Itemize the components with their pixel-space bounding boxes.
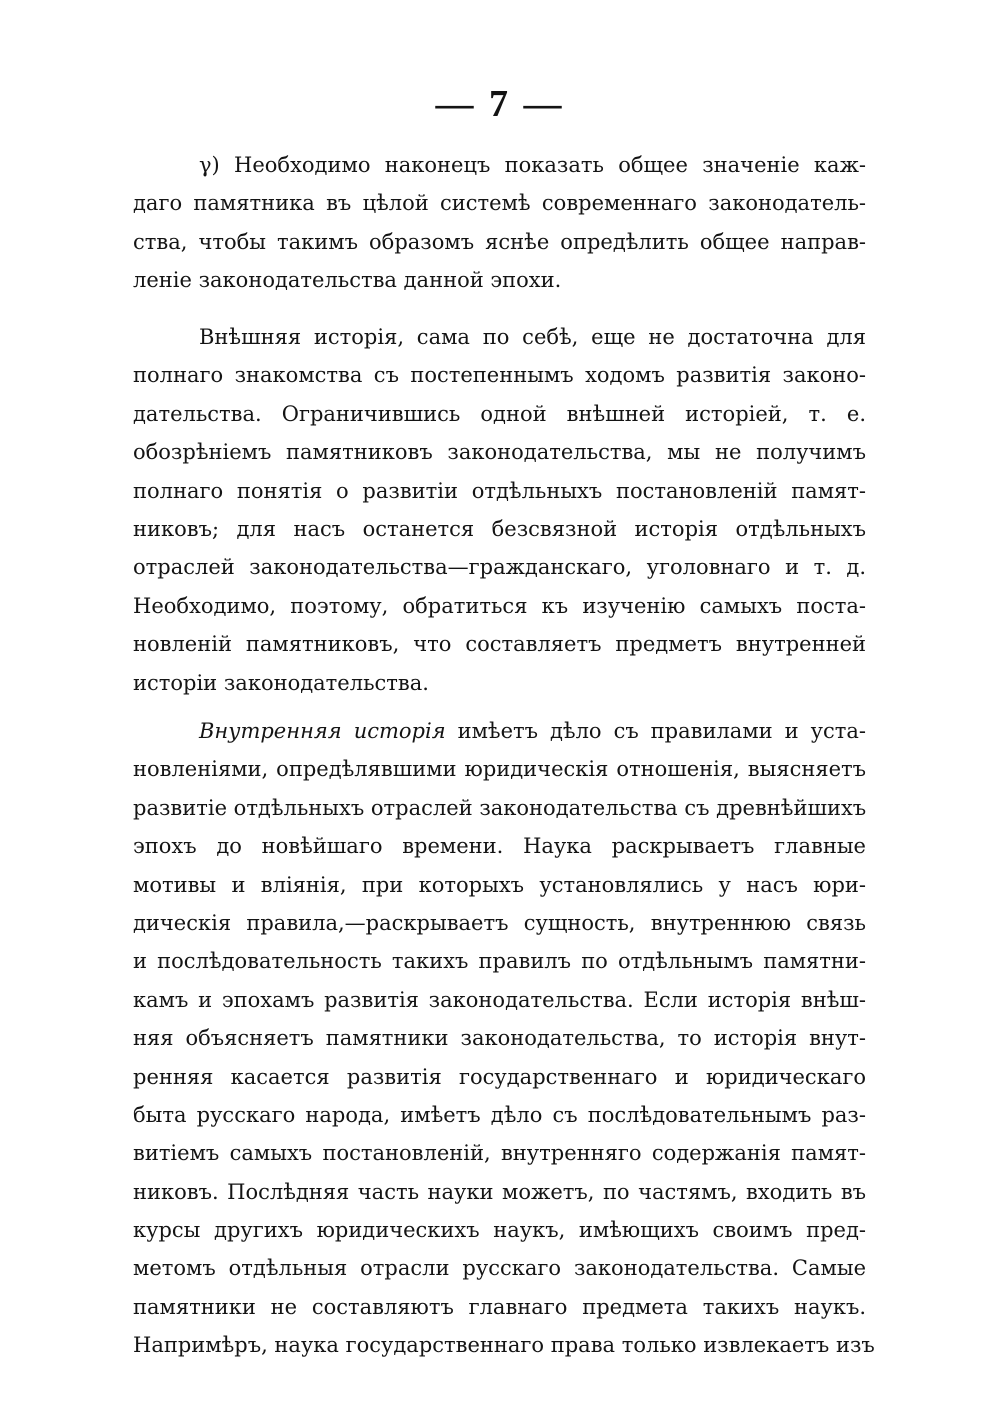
page-number: — 7 — xyxy=(435,83,565,125)
text-line: няя объясняетъ памятники законодательства, то исторія внут- xyxy=(133,1026,866,1051)
italic-term: Внутренняя исторія xyxy=(199,719,446,743)
text-line: Внѣшняя исторія, сама по себѣ, еще не достаточна для xyxy=(199,325,866,349)
text-line: отраслей законодательства—гражданскаго, уголовнаго и т. д. xyxy=(133,555,866,580)
text-line: обозрѣніемъ памятниковъ законодательства, мы не получимъ xyxy=(133,440,866,465)
text-line: исторіи законодательства. xyxy=(133,670,429,695)
text-line: дическія правила,—раскрываетъ сущность, внутреннюю связь xyxy=(133,910,866,935)
text-line: витіемъ самыхъ постановленій, внутренняго содержанія памят- xyxy=(133,1141,866,1166)
text-line: полнаго знакомства съ постепеннымъ ходомъ развитія законо- xyxy=(133,363,866,388)
text-line: дательства. Ограничившись одной внѣшней исторіей, т. е. xyxy=(133,401,866,426)
paragraph-2 xyxy=(133,318,866,702)
text-line: Необходимо, поэтому, обратиться къ изученію самыхъ поста- xyxy=(133,593,866,618)
text-line: новленій памятниковъ, что составляетъ предметъ внутренней xyxy=(133,632,866,657)
text-line: курсы другихъ юридическихъ наукъ, имѣющихъ своимъ пред- xyxy=(133,1218,866,1243)
text-line: даго памятника въ цѣлой системѣ современнаго законодатель- xyxy=(133,191,866,216)
text-line: γ) Необходимо наконецъ показать общее значеніе каж- xyxy=(199,153,866,177)
text-line: Напримѣръ, наука государственнаго права только извлекаетъ изъ xyxy=(133,1333,875,1358)
text-line: эпохъ до новѣйшаго времени. Наука раскрываетъ главные xyxy=(133,834,866,859)
text-line: и послѣдовательность такихъ правилъ по отдѣльнымъ памятни- xyxy=(133,949,866,974)
text-line: мотивы и вліянія, при которыхъ установлялись у насъ юри- xyxy=(133,872,866,897)
text-line: новленіями, опредѣлявшими юридическія отношенія, выясняетъ xyxy=(133,757,866,782)
paragraph-1 xyxy=(133,146,866,300)
text-line: никовъ; для насъ останется безсвязной исторія отдѣльныхъ xyxy=(133,516,866,541)
text-line: камъ и эпохамъ развитія законодательства. Если исторія внѣш- xyxy=(133,987,866,1012)
text-line: леніе законодательства данной эпохи. xyxy=(133,268,562,293)
text-line: никовъ. Послѣдняя часть науки можетъ, по частямъ, входить въ xyxy=(133,1179,866,1204)
text-line: ренняя касается развитія государственнаго и юридическаго xyxy=(133,1064,866,1089)
text-line: памятники не составляютъ главнаго предмета такихъ наукъ. xyxy=(133,1294,866,1319)
text-line: метомъ отдѣльныя отрасли русскаго законодательства. Самые xyxy=(133,1256,866,1281)
text-line: быта русскаго народа, имѣетъ дѣло съ послѣдовательнымъ раз- xyxy=(133,1102,866,1127)
text-run: имѣетъ дѣло съ правилами и уста- xyxy=(445,719,866,743)
text-line: ства, чтобы такимъ образомъ яснѣе опредѣлить общее направ- xyxy=(133,229,866,254)
text-line: полнаго понятія о развитіи отдѣльныхъ постановленій памят- xyxy=(133,478,866,503)
text-line-first xyxy=(133,712,866,750)
text-line: развитіе отдѣльныхъ отраслей законодательства съ древнѣйшихъ xyxy=(133,795,867,820)
paragraph-3 xyxy=(133,712,875,1365)
